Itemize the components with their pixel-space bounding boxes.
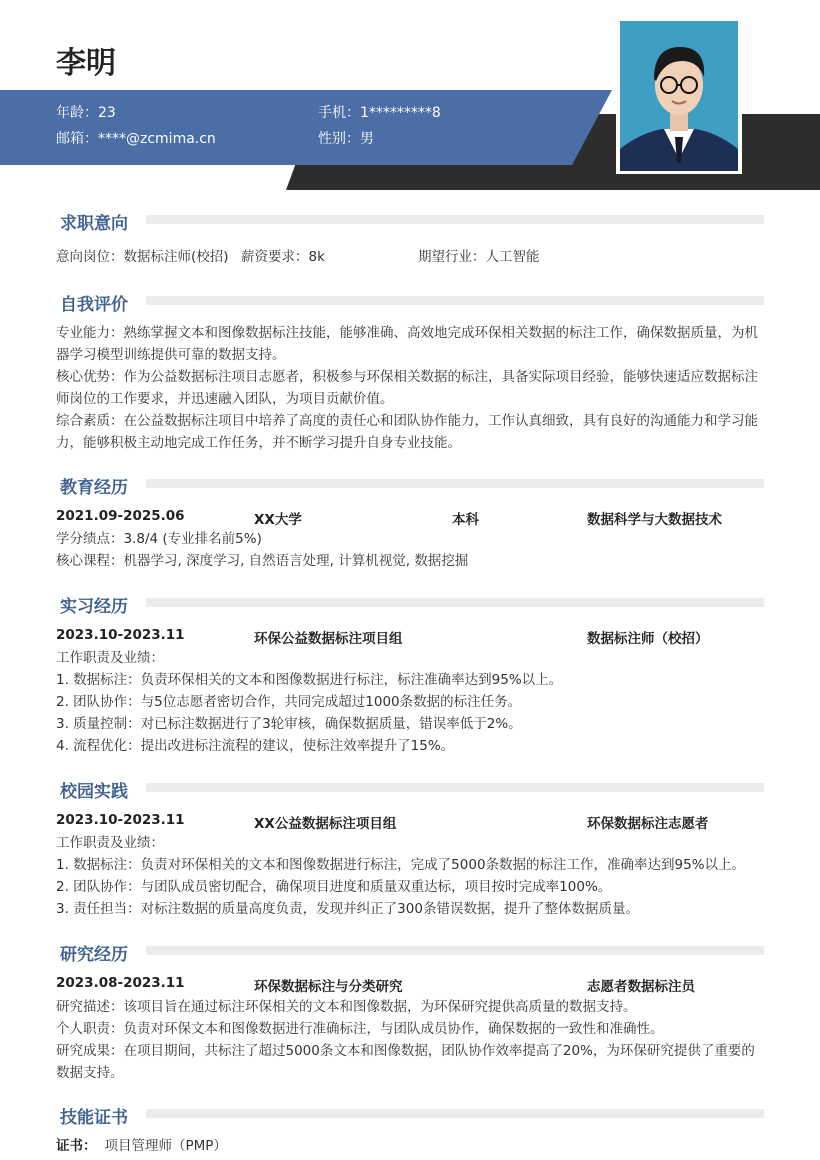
- self-eval-paragraph: 专业能力：熟练掌握文本和图像数据标注技能，能够准确、高效地完成环保相关数据的标注工作，确保数据质量，为机器学习模型训练提供可靠的数据支持。: [56, 325, 758, 363]
- section-divider: [146, 296, 764, 305]
- intent-position: 意向岗位：数据标注师(校招): [56, 249, 229, 265]
- candidate-name: 李明: [56, 46, 116, 81]
- section-divider: [146, 946, 764, 955]
- skills-row: [56, 1136, 227, 1156]
- email-field: 邮箱：****@zcmima.cn: [56, 131, 216, 147]
- campus-org: XX公益数据标注项目组: [254, 816, 397, 832]
- section-title-research: 研究经历: [60, 945, 128, 965]
- intent-industry: 期望行业：人工智能: [418, 249, 540, 265]
- education-date: 2021.09-2025.06: [56, 508, 185, 524]
- internship-date: 2023.10-2023.11: [56, 627, 185, 643]
- internship-intro: 工作职责及业绩：: [56, 650, 164, 666]
- internship-role: 数据标注师（校招）: [587, 631, 709, 647]
- research-project: 环保数据标注与分类研究: [254, 979, 403, 995]
- section-divider: [146, 479, 764, 488]
- campus-intro: 工作职责及业绩：: [56, 835, 164, 851]
- internship-item: 3. 质量控制：对已标注数据进行了3轮审核，确保数据质量，错误率低于2%。: [56, 716, 522, 732]
- section-title-intent: 求职意向: [60, 214, 128, 234]
- certificate-label: 证书：: [56, 1138, 97, 1154]
- section-title-skills: 技能证书: [60, 1108, 128, 1128]
- education-courses: 核心课程：机器学习, 深度学习, 自然语言处理, 计算机视觉, 数据挖掘: [56, 553, 469, 569]
- age-field: 年龄：23: [56, 105, 116, 121]
- section-title-self-eval: 自我评价: [60, 295, 128, 315]
- gender-field: 性别：男: [318, 131, 374, 147]
- phone-field: 手机：1*********8: [318, 105, 441, 121]
- campus-item: 1. 数据标注：负责对环保相关的文本和图像数据进行标注，完成了5000条数据的标注工作，准确率达到95%以上。: [56, 857, 746, 873]
- campus-item: 2. 团队协作：与团队成员密切配合，确保项目进度和质量双重达标，项目按时完成率100%。: [56, 879, 612, 895]
- research-duty: 个人职责：负责对环保文本和图像数据进行准确标注，与团队成员协作，确保数据的一致性和准确性。: [56, 1021, 664, 1037]
- internship-item: 2. 团队协作：与5位志愿者密切合作，共同完成超过1000条数据的标注任务。: [56, 694, 522, 710]
- avatar: [620, 21, 738, 171]
- research-role: 志愿者数据标注员: [587, 979, 695, 995]
- self-eval-paragraph: 综合素质：在公益数据标注项目中培养了高度的责任心和团队协作能力，工作认真细致，具有良好的沟通能力和学习能力，能够积极主动地完成工作任务，并不断学习提升自身专业技能。: [56, 413, 758, 451]
- internship-item: 1. 数据标注：负责环保相关的文本和图像数据进行标注，标注准确率达到95%以上。: [56, 672, 563, 688]
- education-school: XX大学: [254, 512, 302, 528]
- intent-salary: 薪资要求：8k: [241, 249, 325, 265]
- section-title-internship: 实习经历: [60, 597, 128, 617]
- education-degree: 本科: [452, 512, 479, 528]
- research-date: 2023.08-2023.11: [56, 975, 185, 991]
- section-divider: [146, 598, 764, 607]
- section-title-campus: 校园实践: [60, 782, 128, 802]
- self-eval-paragraph: 核心优势：作为公益数据标注项目志愿者，积极参与环保相关数据的标注，具备实际项目经验，能够快速适应数据标注师岗位的工作要求，并迅速融入团队，为项目贡献价值。: [56, 369, 758, 407]
- section-divider: [146, 215, 764, 224]
- certificate-value: 项目管理师（PMP）: [104, 1138, 227, 1154]
- campus-role: 环保数据标注志愿者: [587, 816, 709, 832]
- section-divider: [146, 783, 764, 792]
- section-title-education: 教育经历: [60, 478, 128, 498]
- internship-org: 环保公益数据标注项目组: [254, 631, 403, 647]
- campus-item: 3. 责任担当：对标注数据的质量高度负责，发现并纠正了300条错误数据，提升了整体数据质量。: [56, 901, 639, 917]
- internship-item: 4. 流程优化：提出改进标注流程的建议，使标注效率提升了15%。: [56, 738, 455, 754]
- campus-date: 2023.10-2023.11: [56, 812, 185, 828]
- self-eval-text: [56, 322, 766, 454]
- education-gpa: 学分绩点：3.8/4 (专业排名前5%): [56, 531, 262, 547]
- research-desc: 研究描述：该项目旨在通过标注环保相关的文本和图像数据，为环保研究提供高质量的数据支持。: [56, 999, 637, 1015]
- education-major: 数据科学与大数据技术: [587, 512, 722, 528]
- section-divider: [146, 1109, 764, 1118]
- research-result: 研究成果：在项目期间，共标注了超过5000条文本和图像数据，团队协作效率提高了20%，为环保研究提供了重要的数据支持。: [56, 1043, 755, 1081]
